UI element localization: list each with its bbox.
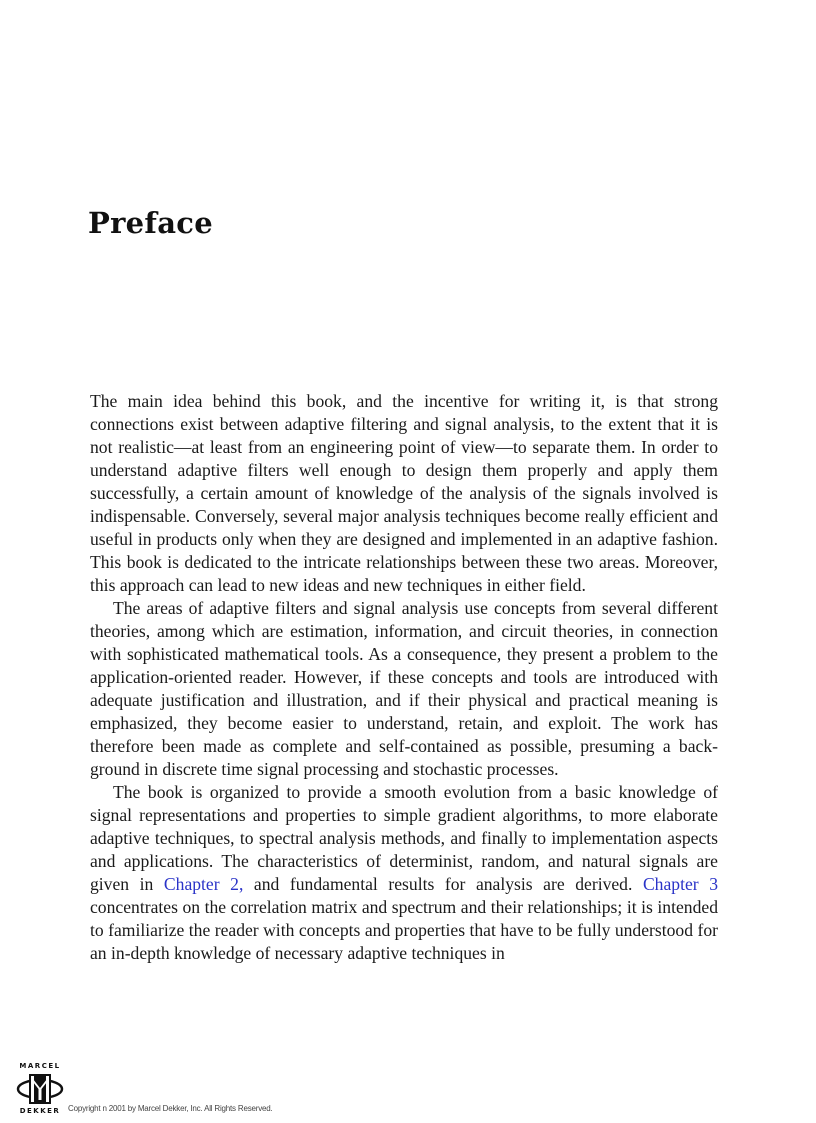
paragraph-3 [90,781,718,965]
publisher-logo [16,1062,64,1114]
chapter-2-link[interactable]: Chapter 2, [163,874,244,894]
logo-word-bottom: DEKKER [19,1107,61,1115]
body-text [90,390,718,965]
paragraph-3-text-c: concentrates on the correlation matrix and spectrum and their relationships; it is intended to familiarize the reader with concepts and properties that have to be fully understood for an in-depth knowledge of necessary adaptive techniques in [90,897,718,963]
publisher-emblem-icon [16,1071,64,1107]
copyright-notice: Copyright n 2001 by Marcel Dekker, Inc. All Rights Reserved. [68,1104,273,1113]
chapter-3-link[interactable]: Chapter 3 [642,874,718,894]
paragraph-1: The main idea behind this book, and the incentive for writing it, is that strong connections exist between adaptive filtering and signal analysis, to the extent that it is not realistic—at least from an engineering point of view—to separate them. In order to understand adaptive filters well enough to design them properly and apply them successfully, a certain amount of knowledge of the analysis of the signals involved is indispensable. Conversely, several major analysis techniques become really efficient and useful in products only when they are designed and implemented in an adaptive fashion. This book is dedicated to the intricate relationships between these two areas. Moreover, this approach can lead to new ideas and new techniques in either field. [90,391,718,595]
paragraph-2: The areas of adaptive filters and signal analysis use concepts from several different theories, among which are estimation, information, and circuit theories, in connection with sophisticated mathematical tools. As a consequence, they present a problem to the application-oriented reader. However, if these concepts and tools are introduced with adequate justification and illustration, and if their physical and practical meaning is emphasized, they become easier to understand, retain, and exploit. The work has therefore been made as complete and self-contained as possible, presuming a background in discrete time signal processing and stochastic processes. [90,598,718,779]
paragraph-3-text-b: and fundamental results for analysis are derived. [243,874,643,894]
paragraph-3-text-a: The book is organized to provide a smooth evolution from a basic knowledge of signal representations and properties to simple gradient algorithms, to more elaborate adaptive techniques, to spectral analysis methods, and finally to implementation aspects and applications. The characteristics of determinist, random, and natural signals are given in [90,782,718,894]
logo-word-top: MARCEL [19,1062,61,1070]
page-title: Preface [88,206,214,240]
